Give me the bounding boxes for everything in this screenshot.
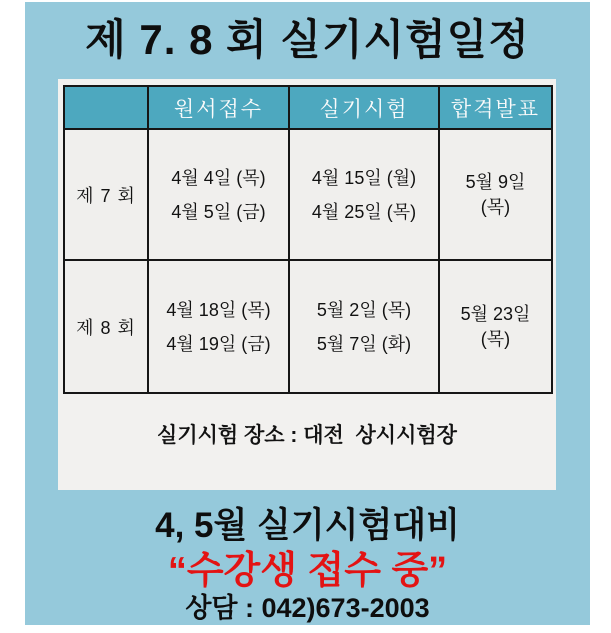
date-line: 5월 23일	[460, 303, 531, 324]
date-line: 4월 5일 (금)	[171, 201, 266, 222]
date-line: 5월 7일 (화)	[316, 333, 412, 354]
table-header-row	[64, 86, 552, 129]
date-line: 4월 25일 (목)	[311, 201, 417, 222]
date-line: 4월 4일 (목)	[171, 167, 266, 188]
exam-dates-cell	[289, 129, 439, 260]
application-dates-cell	[148, 129, 289, 260]
schedule-panel	[58, 79, 556, 490]
date-line: 4월 19일 (금)	[166, 333, 271, 354]
date-line: (목)	[480, 196, 511, 217]
result-date-cell	[439, 129, 552, 260]
prep-heading: 4, 5월 실기시험대비	[155, 506, 460, 545]
recruiting-notice: “수강생 접수 중”	[167, 550, 448, 592]
date-line: 5월 2일 (목)	[316, 299, 412, 320]
result-date-cell	[439, 260, 552, 393]
poster-background	[25, 2, 590, 625]
header-results: 합격발표	[439, 86, 552, 129]
table-row	[64, 129, 552, 260]
venue-note: 실기시험 장소 : 대전 상시시험장	[157, 424, 457, 447]
date-line: 4월 15일 (월)	[311, 167, 417, 188]
exam-dates-cell	[289, 260, 439, 393]
header-practical-exam: 실기시험	[289, 86, 439, 129]
poster-title: 제 7. 8 회 실기시험일정	[85, 16, 530, 63]
header-round	[64, 86, 148, 129]
date-line: (목)	[480, 328, 511, 349]
schedule-table	[63, 85, 553, 394]
application-dates-cell	[148, 260, 289, 393]
table-row	[64, 260, 552, 393]
header-application: 원서접수	[148, 86, 289, 129]
date-line: 4월 18일 (목)	[166, 299, 271, 320]
round-label: 제 8 회	[64, 260, 148, 393]
date-line: 5월 9일	[465, 171, 526, 192]
round-label: 제 7 회	[64, 129, 148, 260]
contact-phone: 상담 : 042)673-2003	[185, 593, 430, 623]
